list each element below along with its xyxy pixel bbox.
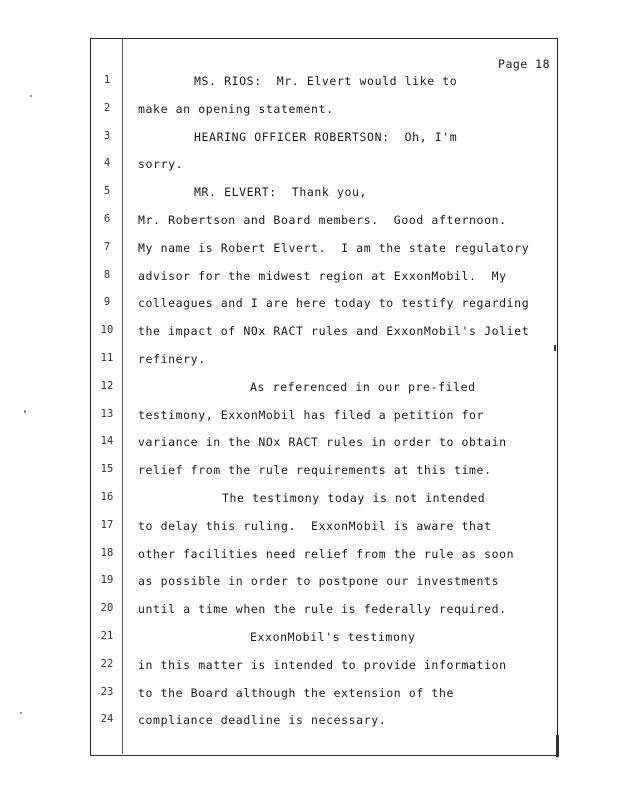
transcript-line [0,408,618,428]
line-number: 2 [103,101,111,114]
line-number: 5 [103,185,111,198]
line-text: Mr. Robertson and Board members. Good afternoon. [138,213,507,227]
line-number: 23 [100,685,114,698]
transcript-line [0,157,618,177]
transcript-line [0,102,618,122]
line-number: 21 [100,630,114,642]
scan-speck [20,712,22,714]
transcript-line [0,324,618,344]
line-number: 18 [100,546,114,559]
transcript-line [0,547,618,567]
line-number: 1 [103,74,111,86]
scan-speck [30,95,32,97]
line-number: 12 [100,379,114,392]
transcript-line [0,213,618,233]
transcript-line [0,269,618,289]
transcript-line [0,574,618,594]
line-text: to delay this ruling. ExxonMobil is aware that [138,518,492,533]
line-number: 20 [100,602,114,615]
transcript-line [0,435,618,455]
line-text: ExxonMobil's testimony [250,630,416,644]
transcript-line [0,185,618,205]
line-text: testimony, ExxonMobil has filed a petition for [138,407,485,422]
line-text: as possible in order to postpone our investments [138,574,500,589]
line-text: sorry. [138,157,184,172]
line-number: 16 [100,491,114,503]
page-number-label: Page 18 [498,57,550,71]
line-text: MR. ELVERT: Thank you, [194,185,368,200]
line-number: 15 [100,463,114,476]
transcript-line [0,519,618,539]
line-number: 22 [100,657,114,670]
line-text: My name is Robert Elvert. I am the state regulatory [138,240,530,255]
transcript-line [0,686,618,706]
transcript-line [0,630,618,650]
line-text: colleagues and I are here today to testify regarding [138,296,530,311]
transcript-line [0,130,618,150]
line-number: 10 [100,324,114,337]
line-number: 4 [103,157,111,170]
transcript-line [0,241,618,261]
transcript-line [0,296,618,316]
scan-edge-mark [556,735,559,757]
transcript-line [0,491,618,511]
transcript-line [0,463,618,483]
line-number: 24 [100,713,114,726]
line-number: 13 [100,407,114,420]
transcript-line [0,602,618,622]
line-number: 9 [103,296,111,309]
line-number: 11 [100,352,114,364]
transcript-line [0,74,618,94]
line-text: MS. RIOS: Mr. Elvert would like to [194,74,458,88]
line-text: As referenced in our pre-filed [250,379,476,394]
line-text: The testimony today is not intended [222,491,486,505]
line-text: make an opening statement. [138,101,334,116]
transcript-line [0,352,618,372]
line-number: 19 [100,574,114,587]
transcript-line [0,713,618,733]
line-text: other facilities need relief from the rule as soon [138,546,515,561]
line-text: to the Board although the extension of the [138,685,454,700]
line-text: HEARING OFFICER ROBERTSON: Oh, I'm [194,129,458,144]
line-text: until a time when the rule is federally required. [138,602,507,617]
line-number: 3 [103,129,111,142]
line-number: 17 [100,518,114,531]
line-text: the impact of NOx RACT rules and ExxonMobil's Joliet [138,324,530,339]
scan-speck [24,410,26,413]
line-text: relief from the rule requirements at this time. [138,463,492,478]
line-text: compliance deadline is necessary. [138,713,387,728]
line-number: 6 [103,213,111,225]
line-number: 7 [103,240,111,253]
line-number: 8 [103,268,111,281]
line-text: advisor for the midwest region at ExxonMobil. My [138,268,507,283]
transcript-line [0,658,618,678]
line-text: refinery. [138,352,206,366]
line-text: variance in the NOx RACT rules in order to obtain [138,435,507,450]
transcript-line [0,380,618,400]
line-text: in this matter is intended to provide information [138,657,507,672]
scan-edge-mark [554,345,556,351]
line-number: 14 [100,435,114,448]
